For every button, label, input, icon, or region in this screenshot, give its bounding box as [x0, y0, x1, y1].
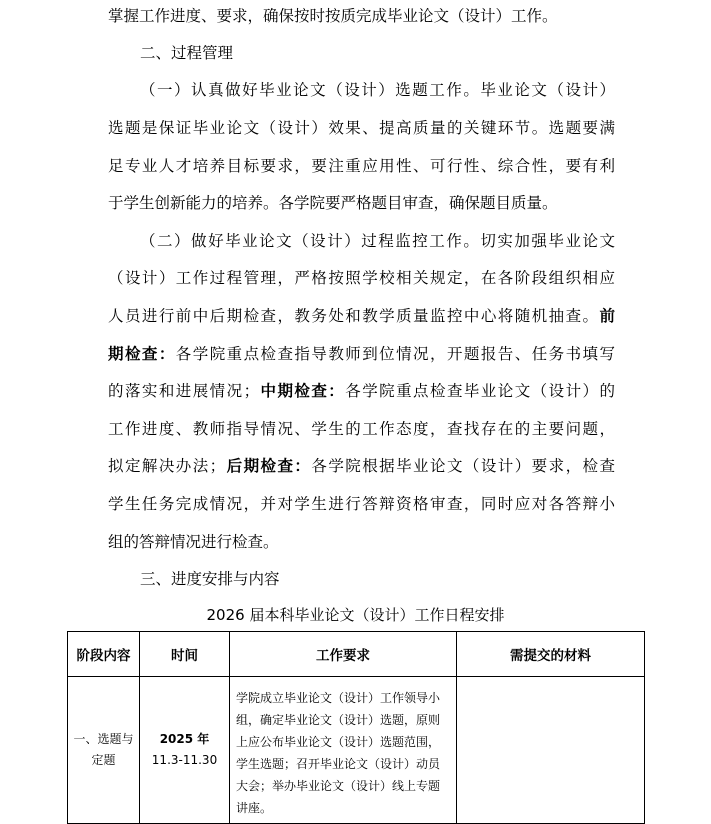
- text-run: 组的答辩情况进行检查。: [108, 533, 279, 551]
- paragraph-line: [140, 78, 615, 100]
- paragraph-line: [108, 304, 615, 326]
- text-run: 于学生创新能力的培养。各学院要严格题目审查，确保题目质量。: [108, 194, 558, 212]
- paragraph-line: [108, 379, 615, 401]
- paragraph-line: [108, 116, 615, 138]
- text-run: 足专业人才培养目标要求，要注重应用性、可行性、综合性，要有利: [108, 157, 615, 175]
- paragraph-line: [140, 229, 615, 251]
- stage-line: 一、选题与: [73, 732, 134, 746]
- text-run: （一）认真做好毕业论文（设计）选题工作。毕业论文（设计）: [140, 81, 615, 99]
- schedule-table: [67, 631, 645, 824]
- text-run: 掌握工作进度、要求，确保按时按质完成毕业论文（设计）工作。: [108, 7, 558, 25]
- paragraph-line: [108, 417, 615, 439]
- stage-line: 定题: [91, 753, 116, 767]
- paragraph-line: [108, 266, 615, 288]
- text-run: 各学院根据毕业论文（设计）要求，检查: [311, 457, 615, 475]
- text-run: 选题是保证毕业论文（设计）效果、提高质量的关键环节。选题要满: [108, 119, 615, 137]
- bold-run: 前: [599, 307, 615, 325]
- requirement-line: 学院成立毕业论文（设计）工作领导小: [236, 691, 441, 705]
- requirement-line: 组，确定毕业论文（设计）选题，原则: [236, 713, 441, 727]
- text-run: 学生任务完成情况，并对学生进行答辩资格审查，同时应对各答辩小: [108, 495, 615, 513]
- text-run: （设计）工作过程管理，严格按照学校相关规定，在各阶段组织相应: [108, 269, 615, 287]
- text-run: 拟定解决办法；: [108, 457, 226, 475]
- requirement-line: 讲座。: [236, 801, 273, 815]
- cell-materials: [457, 677, 645, 824]
- table-caption: 2026 届本科毕业论文（设计）工作日程安排: [206, 606, 505, 624]
- text-run: 二、过程管理: [140, 44, 234, 62]
- section-heading: [140, 41, 615, 63]
- paragraph-line: [108, 454, 615, 476]
- paragraph-line: [108, 4, 615, 26]
- text-run: 三、进度安排与内容: [140, 570, 280, 588]
- text-run: 的落实和进展情况；: [108, 382, 260, 400]
- text-run: 各学院重点检查指导教师到位情况，开题报告、任务书填写: [175, 345, 615, 363]
- paragraph-line: [108, 154, 615, 176]
- paragraph-line: [108, 492, 615, 514]
- time-year: 2025 年: [159, 732, 210, 746]
- bold-run: 后期检查：: [225, 457, 312, 475]
- text-run: 人员进行前中后期检查，教务处和教学质量监控中心将随机抽查。: [108, 307, 600, 325]
- text-run: （二）做好毕业论文（设计）过程监控工作。切实加强毕业论文: [140, 232, 615, 250]
- header-time: 时间: [140, 632, 230, 677]
- paragraph-line: [108, 191, 615, 213]
- paragraph-line: [108, 530, 615, 552]
- text-run: 各学院重点检查毕业论文（设计）的: [345, 382, 615, 400]
- text-run: 工作进度、教师指导情况、学生的工作态度，查找存在的主要问题，: [108, 420, 615, 438]
- requirement-line: 上应公布毕业论文（设计）选题范围，: [236, 735, 441, 749]
- bold-run: 期检查：: [108, 345, 176, 363]
- cell-stage: [68, 677, 140, 824]
- cell-time: [140, 677, 230, 824]
- requirement-line: 大会；举办毕业论文（设计）线上专题: [236, 779, 441, 793]
- requirement-line: 学生选题；召开毕业论文（设计）动员: [236, 757, 441, 771]
- time-range: 11.3-11.30: [151, 753, 218, 767]
- header-materials: 需提交的材料: [457, 632, 645, 677]
- header-stage: 阶段内容: [68, 632, 140, 677]
- header-requirement: 工作要求: [230, 632, 457, 677]
- bold-run: 中期检查：: [259, 382, 346, 400]
- table-row: [68, 677, 645, 824]
- cell-requirement: [230, 677, 457, 824]
- section-heading: [140, 567, 615, 589]
- paragraph-line: [108, 342, 615, 364]
- table-header-row: [68, 632, 645, 677]
